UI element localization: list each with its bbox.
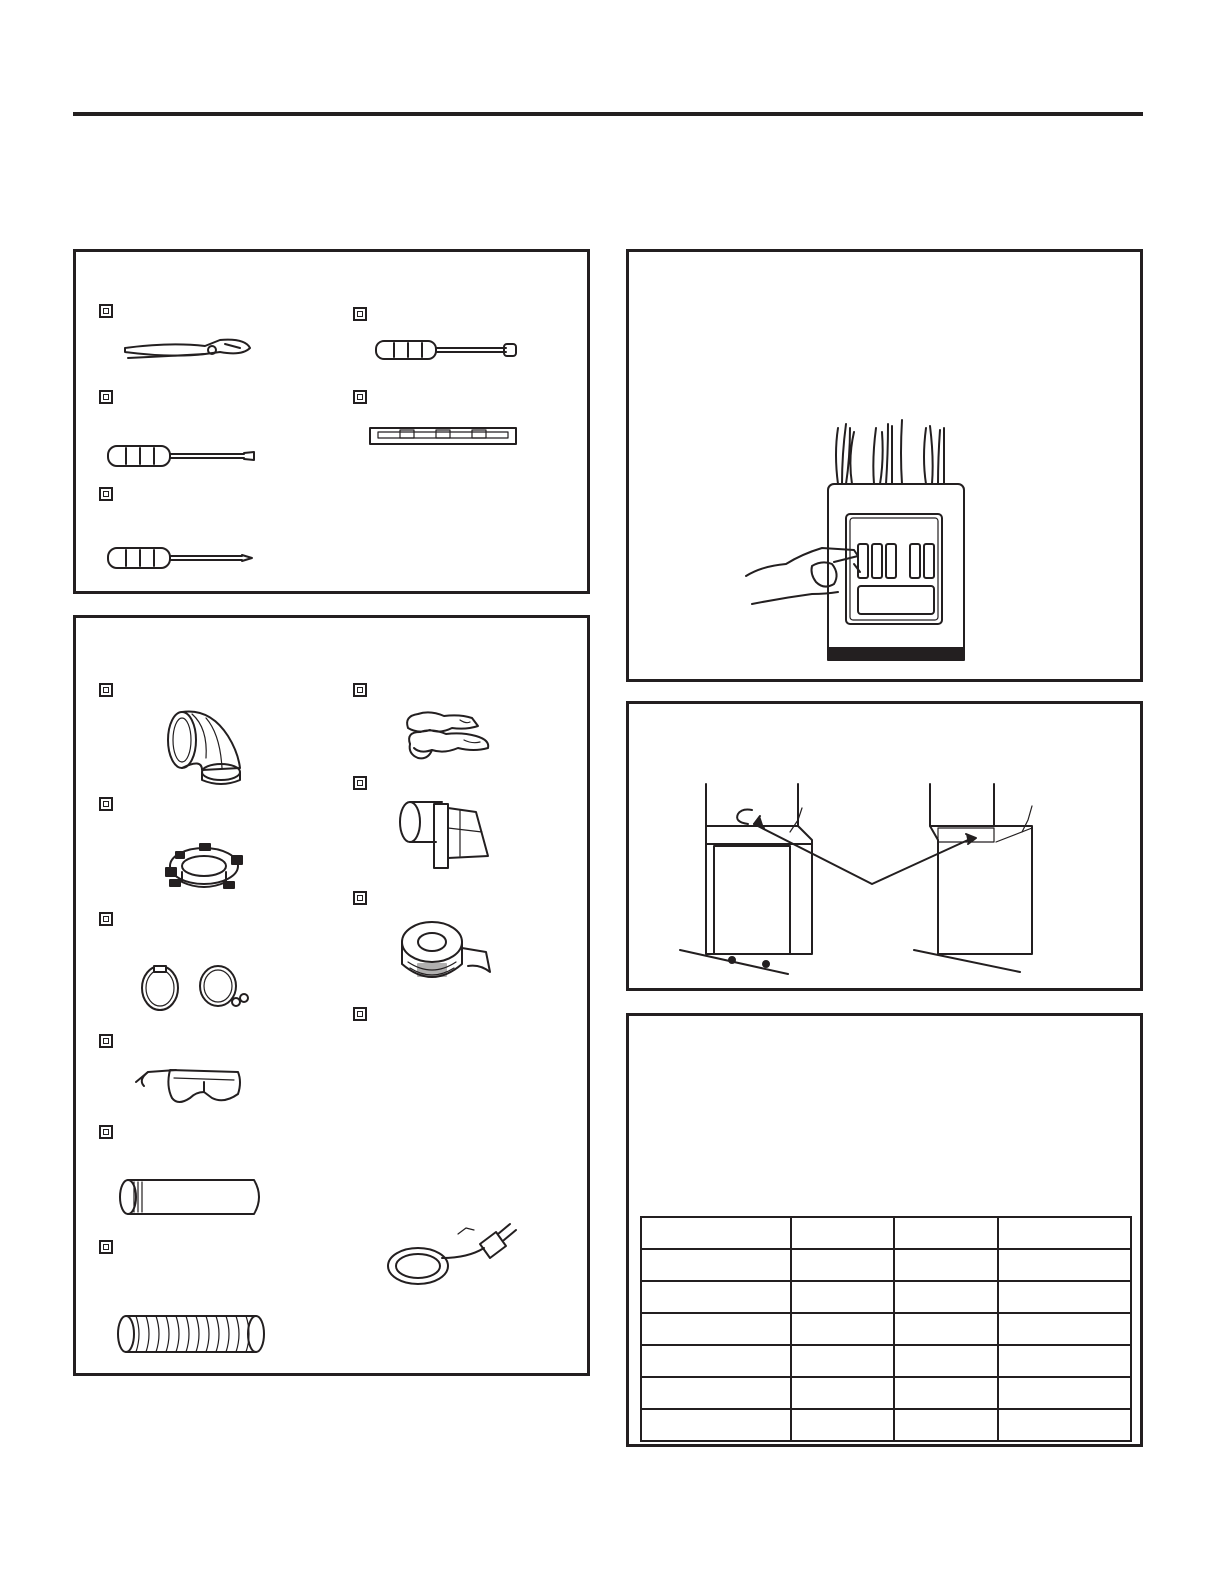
- table-cell: [791, 1409, 894, 1441]
- table-row: [641, 1409, 1131, 1441]
- table-cell: [998, 1313, 1131, 1345]
- table-cell: [641, 1281, 791, 1313]
- table-cell: [641, 1249, 791, 1281]
- table-cell: [641, 1217, 791, 1249]
- checkbox-flat-screwdriver[interactable]: [99, 390, 113, 404]
- circuit-breaker-icon: [742, 414, 970, 664]
- table-cell: [791, 1217, 894, 1249]
- table-cell: [998, 1345, 1131, 1377]
- checkbox-flex-duct[interactable]: [99, 1240, 113, 1254]
- checkbox-foil-tape[interactable]: [353, 891, 367, 905]
- table-cell: [998, 1217, 1131, 1249]
- rigid-duct-icon: [116, 1178, 268, 1218]
- table-cell: [894, 1217, 998, 1249]
- nut-driver-icon: [374, 337, 519, 363]
- table-cell: [894, 1409, 998, 1441]
- vent-length-table: [640, 1216, 1132, 1442]
- table-row: [641, 1345, 1131, 1377]
- checkbox-gloves[interactable]: [353, 683, 367, 697]
- checkbox-safety-glasses[interactable]: [99, 1034, 113, 1048]
- table-cell: [998, 1249, 1131, 1281]
- tools-panel: [73, 249, 590, 594]
- table-cell: [641, 1345, 791, 1377]
- table-cell: [791, 1377, 894, 1409]
- level-icon: [366, 426, 521, 448]
- phillips-screwdriver-icon: [106, 545, 256, 571]
- table-row: [641, 1217, 1131, 1249]
- checkbox-hose-clamps[interactable]: [99, 912, 113, 926]
- table-cell: [998, 1281, 1131, 1313]
- checkbox-rigid-duct[interactable]: [99, 1125, 113, 1139]
- dryer-lint-filter-icon: [676, 784, 1052, 980]
- table-row: [641, 1377, 1131, 1409]
- table-cell: [998, 1377, 1131, 1409]
- gloves-icon: [400, 708, 492, 760]
- table-cell: [894, 1249, 998, 1281]
- table-cell: [998, 1409, 1131, 1441]
- table-cell: [791, 1345, 894, 1377]
- table-cell: [641, 1409, 791, 1441]
- foil-tape-icon: [398, 918, 494, 992]
- table-cell: [641, 1313, 791, 1345]
- power-cord-icon: [384, 1218, 520, 1292]
- checkbox-vent-hood[interactable]: [353, 776, 367, 790]
- strain-relief-icon: [162, 842, 246, 896]
- flat-screwdriver-icon: [106, 443, 256, 469]
- flex-duct-icon: [116, 1314, 268, 1356]
- checkbox-pliers[interactable]: [99, 304, 113, 318]
- table-cell: [791, 1313, 894, 1345]
- checkbox-level[interactable]: [353, 390, 367, 404]
- table-cell: [894, 1281, 998, 1313]
- table-row: [641, 1313, 1131, 1345]
- pliers-icon: [120, 336, 260, 366]
- checkbox-strain-relief[interactable]: [99, 797, 113, 811]
- table-row: [641, 1281, 1131, 1313]
- table-cell: [791, 1281, 894, 1313]
- checkbox-empty-item[interactable]: [353, 1007, 367, 1021]
- table-cell: [641, 1377, 791, 1409]
- vent-hood-icon: [396, 798, 492, 874]
- table-cell: [791, 1249, 894, 1281]
- table-cell: [894, 1345, 998, 1377]
- checkbox-duct-elbow[interactable]: [99, 683, 113, 697]
- checkbox-phillips-screwdriver[interactable]: [99, 487, 113, 501]
- header-rule: [73, 112, 1143, 116]
- table-row: [641, 1249, 1131, 1281]
- hose-clamps-icon: [134, 962, 254, 1016]
- safety-glasses-icon: [134, 1058, 244, 1108]
- duct-elbow-icon: [162, 706, 248, 786]
- table-cell: [894, 1377, 998, 1409]
- table-cell: [894, 1313, 998, 1345]
- checkbox-nut-driver[interactable]: [353, 307, 367, 321]
